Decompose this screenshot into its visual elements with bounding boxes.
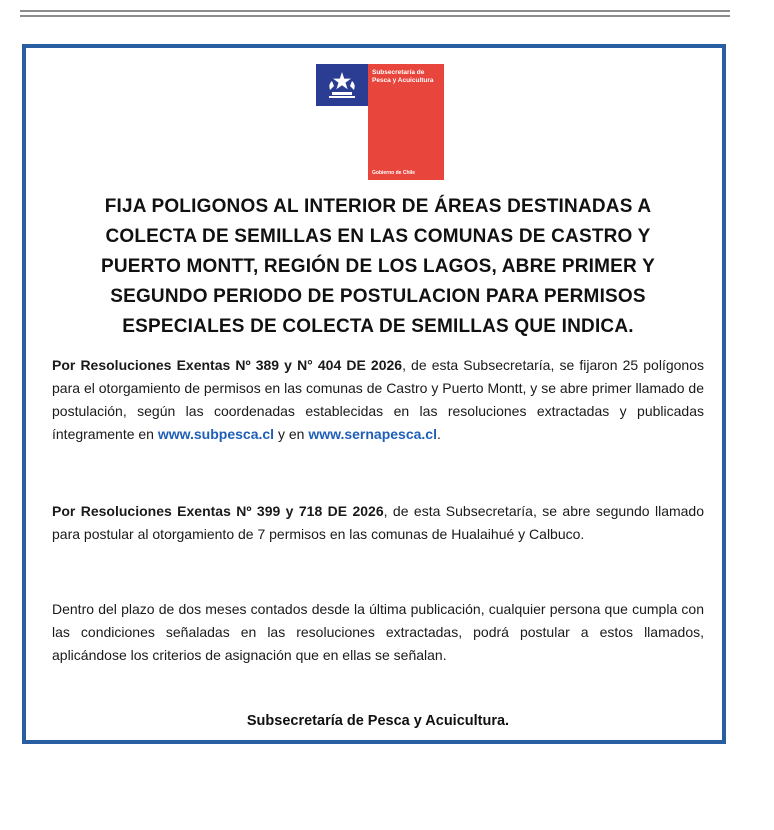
logo-ministry-text: Subsecretaría de Pesca y Acuicultura — [372, 69, 434, 84]
logo-blue-field — [316, 64, 368, 106]
notice-box — [22, 44, 726, 744]
logo-white-field — [316, 106, 368, 180]
signature: Subsecretaría de Pesca y Acuicultura. — [246, 713, 510, 729]
paragraph-text: y en — [274, 426, 309, 442]
paragraph-second-call — [52, 500, 704, 546]
government-logo — [316, 64, 444, 180]
logo-government-text: Gobierno de Chile — [372, 170, 416, 176]
paragraph-text: , de esta Subsecretaría, se abre segundo llamado para postular al otorgamiento de 7 permisos en las comunas de Hualaihué y Calbuco. — [52, 503, 705, 542]
top-divider — [20, 10, 730, 12]
paragraph-deadline: Dentro del plazo de dos meses contados desde la última publicación, cualquier persona que cumpla con las condiciones señaladas en las resoluciones extractadas, podrá postular a estos llamados, aplicándose los criterios de asignación que en ellas se señalan. — [52, 601, 704, 663]
coat-of-arms-icon — [324, 70, 360, 100]
paragraph-first-call — [52, 354, 704, 446]
paragraph-text: . — [436, 426, 441, 442]
notice-title: FIJA POLIGONOS AL INTERIOR DE ÁREAS DESTINADAS A COLECTA DE SEMILLAS EN LAS COMUNAS DE CASTRO Y PUERTO MONTT, REGIÓN DE LOS LAGOS, ABRE PRIMER Y SEGUNDO PERIODO DE POSTULACION PARA PERMISOS ESPECIALES DE COLECTA DE SEMILLAS QUE INDICA. — [101, 196, 655, 337]
subpesca-link[interactable]: www.subpesca.cl — [157, 426, 275, 442]
top-divider — [20, 15, 730, 17]
sernapesca-link[interactable]: www.sernapesca.cl — [308, 426, 437, 442]
resolution-reference: Por Resoluciones Exentas Nº 399 y 718 DE 2026 — [52, 503, 384, 519]
logo-red-field — [368, 64, 444, 180]
paragraph-text: , de esta Subsecretaría, se fijaron 25 polígonos para el otorgamiento de permisos en las comunas de Castro y Puerto Montt, y se abre primer llamado de postulación, según las coordenadas establecidas en las resoluciones extractadas y publicadas íntegramente en — [52, 357, 704, 442]
resolution-reference: Por Resoluciones Exentas Nº 389 y N° 404 DE 2026 — [52, 357, 403, 373]
